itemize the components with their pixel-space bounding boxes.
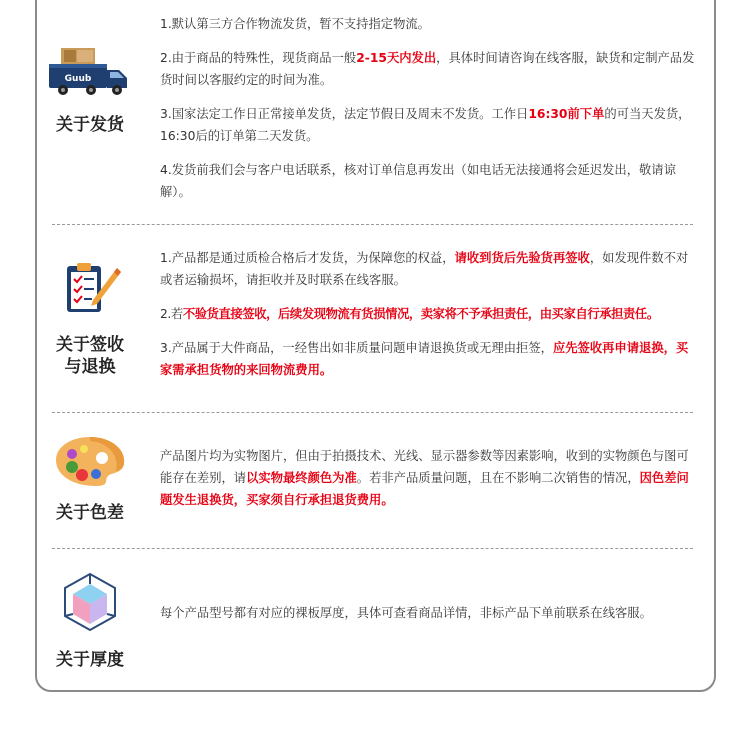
- shipping-item-3: 3.国家法定工作日正常接单发货，法定节假日及周末不发货。工作日16:30前下单的可当天发货，16:30后的订单第二天发货。: [160, 107, 691, 143]
- receipt-item-3: 3.产品属于大件商品，一经售出如非质量问题申请退换货或无理由拒签，应先签收再申请退换，买家需承担货物的来回物流费用。: [160, 341, 689, 377]
- shipping-item-1: 1.默认第三方合作物流发货，暂不支持指定物流。: [160, 17, 430, 31]
- color-diff-content: [160, 445, 696, 523]
- thickness-content: [160, 602, 696, 636]
- shipping-content: [160, 13, 696, 215]
- shipping-item-2: 2.由于商品的特殊性，现货商品一般2-15天内发出，具体时间请咨询在线客服，缺货和定制产品发货时间以客服约定的时间为准。: [160, 51, 695, 87]
- thickness-title: 关于厚度: [56, 650, 124, 670]
- receipt-content: [160, 247, 696, 393]
- paint-palette-icon: [52, 434, 128, 488]
- divider: [52, 412, 693, 413]
- thickness-item-1: 每个产品型号都有对应的裸板厚度，具体可查看商品详情，非标产品下单前联系在线客服。: [160, 606, 652, 620]
- receipt-title-line-2: 与退换: [64, 357, 116, 377]
- cube-icon: [57, 570, 123, 636]
- receipt-item-2: 2.若不验货直接签收，后续发现物流有货损情况，卖家将不予承担责任，由买家自行承担责任。: [160, 307, 659, 321]
- receipt-item-1: 1.产品都是通过质检合格后才发货，为保障您的权益，请收到货后先验货再签收，如发现件数不对或者运输损坏，请拒收并及时联系在线客服。: [160, 251, 689, 287]
- clipboard-checklist-icon: [55, 262, 125, 316]
- truck-label: Guub: [64, 74, 92, 84]
- shipping-title: 关于发货: [56, 115, 124, 135]
- delivery-truck-icon: [47, 46, 133, 98]
- color-diff-title: 关于色差: [56, 503, 124, 523]
- divider: [52, 548, 693, 549]
- shipping-item-4: 4.发货前我们会与客户电话联系，核对订单信息再发出（如电话无法接通将会延迟发出，敬请谅解）。: [160, 163, 676, 199]
- color-diff-item-1: 产品图片均为实物图片，但由于拍摄技术、光线、显示器参数等因素影响，收到的实物颜色与图可能存在差别，请以实物最终颜色为准。若非产品质量问题，且在不影响二次销售的情况，因色差问题发生退换货，买家须自行承担退货费用。: [160, 449, 689, 507]
- divider: [52, 224, 693, 225]
- receipt-title-line-1: 关于签收: [56, 335, 124, 355]
